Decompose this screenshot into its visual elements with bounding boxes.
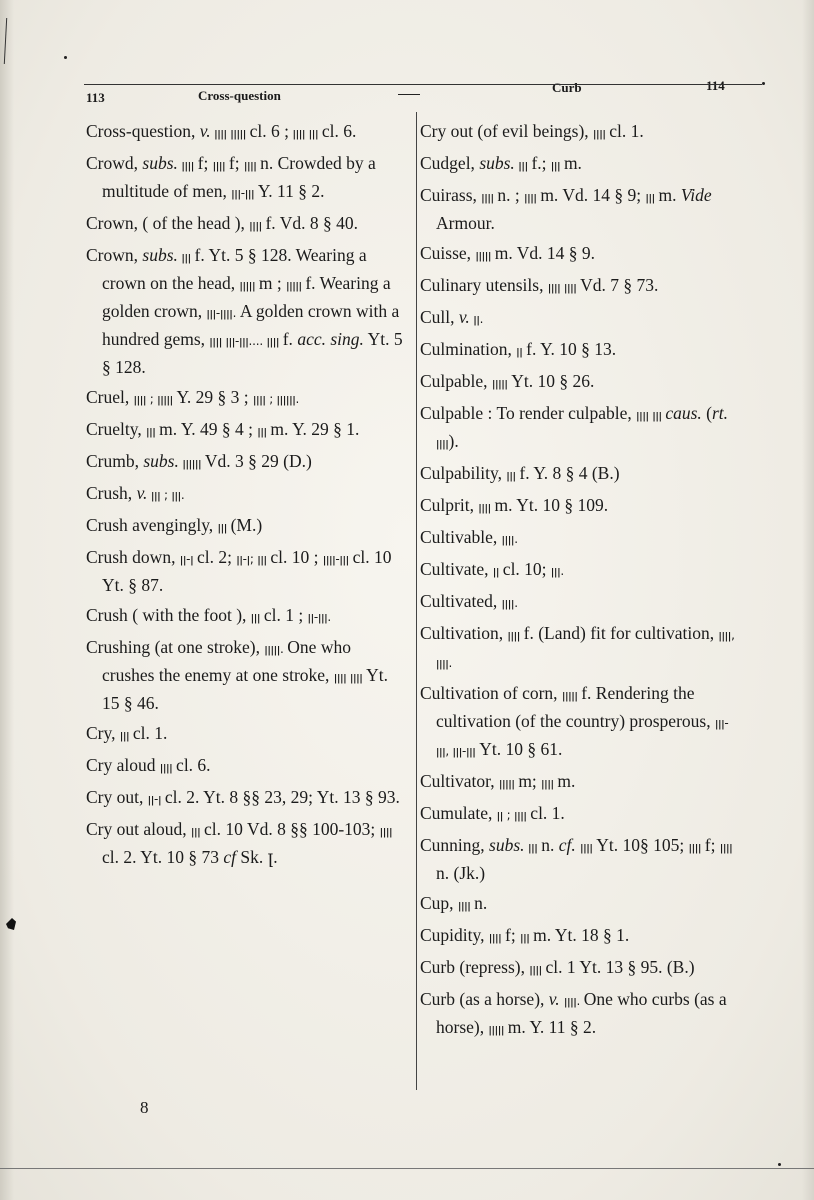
entry-text: Yt. 10 § 61. <box>479 739 563 759</box>
entry-text: n. Crowded by a multitude of men, <box>102 153 376 201</box>
dictionary-entry <box>420 922 740 950</box>
entry-text: ( of the head ), <box>142 213 250 233</box>
avestan-script: ꞁꞁꞁꞁꞁ <box>561 688 582 702</box>
entry-headword: Cup, <box>420 893 454 913</box>
entry-text: m. <box>658 185 681 205</box>
avestan-script: ꞁꞁꞁꞁ. <box>501 532 518 546</box>
signature-mark: 8 <box>140 1098 149 1117</box>
entry-headword: Cultivable, <box>420 527 498 547</box>
entry-text: m. Yt. 10 § 109. <box>494 495 609 515</box>
avestan-script: ꞁꞁ-ꞁ <box>147 792 165 806</box>
avestan-script: ꞁꞁꞁꞁ <box>529 962 546 976</box>
avestan-script: ꞁꞁꞁꞁ <box>212 158 229 172</box>
avestan-script: ꞁꞁꞁꞁ-ꞁꞁꞁ <box>322 552 353 566</box>
entry-headword: Cry aloud <box>86 755 156 775</box>
dictionary-entry <box>420 492 740 520</box>
entry-text: One who crushes the enemy at one stroke, <box>102 637 351 685</box>
avestan-script: ꞁꞁꞁ <box>257 424 271 438</box>
entry-headword: Cruelty, <box>86 419 142 439</box>
dictionary-entry <box>86 512 404 540</box>
avestan-script: ꞁꞁꞁ <box>146 424 160 438</box>
dictionary-entry <box>86 784 404 812</box>
page-right-edge <box>802 0 814 1200</box>
entry-text: Yt. 10§ 105; <box>596 835 689 855</box>
entry-text: ( with the foot ), <box>132 605 251 625</box>
dictionary-entry <box>86 210 404 238</box>
dictionary-entry <box>420 800 740 828</box>
entry-headword: Cry out, <box>86 787 144 807</box>
dictionary-entry <box>420 336 740 364</box>
abbreviation: subs. <box>142 245 178 265</box>
entry-text: f. (Land) fit for cultivation, <box>523 623 719 643</box>
dictionary-entry <box>420 182 740 236</box>
entry-headword: Crumb, <box>86 451 139 471</box>
entry-text: f; <box>197 153 213 173</box>
dictionary-entry <box>420 272 740 300</box>
avestan-script: ꞁꞁꞁ <box>250 610 264 624</box>
page-left-edge <box>0 0 14 1200</box>
entry-headword: Culpable, <box>420 371 488 391</box>
entry-headword: Curb <box>420 989 455 1009</box>
avestan-script: ꞁꞁꞁ <box>550 158 564 172</box>
dictionary-entry <box>420 768 740 796</box>
entry-text: f. Y. 8 § 4 (B.) <box>519 463 620 483</box>
avestan-script: ꞁꞁꞁ <box>520 930 534 944</box>
avestan-script: ꞁꞁꞁ <box>191 824 205 838</box>
entry-text: cl. 6. <box>321 121 357 141</box>
dictionary-entry <box>86 720 404 748</box>
entry-headword: Crown, <box>86 245 139 265</box>
dictionary-entry <box>86 816 404 870</box>
dictionary-entry <box>86 480 404 508</box>
avestan-script: ꞁꞁꞁ <box>119 728 133 742</box>
avestan-script: ꞁꞁꞁꞁ, ꞁꞁꞁꞁ. <box>436 628 735 670</box>
entry-headword: Culpable : <box>420 403 493 423</box>
entry-text: m. <box>557 771 576 791</box>
entry-text: cl. 6. <box>176 755 211 775</box>
avestan-script: ꞁꞁꞁꞁ ; ꞁꞁꞁꞁꞁ <box>133 392 177 406</box>
avestan-script: ꞁꞁ-ꞁꞁꞁ. <box>307 610 331 624</box>
entry-text: cl. 1 ; <box>263 605 308 625</box>
dictionary-entry <box>86 634 404 716</box>
avestan-script: ꞁꞁꞁ. <box>550 564 564 578</box>
left-page-number: 113 <box>86 90 105 105</box>
avestan-script: ꞁꞁꞁꞁ ꞁꞁꞁꞁꞁ <box>210 126 250 140</box>
abbreviation: v. <box>458 307 470 327</box>
avestan-script: ꞁꞁꞁꞁꞁ <box>475 248 495 262</box>
dictionary-entry <box>420 400 740 456</box>
entry-headword: Cudgel, <box>420 153 475 173</box>
entry-text: f. Vd. 8 § 40. <box>265 213 358 233</box>
entry-text: n. <box>541 835 559 855</box>
abbreviation: subs. <box>489 835 525 855</box>
entry-headword: Crush avengingly, <box>86 515 214 535</box>
speck <box>778 1163 781 1166</box>
entry-headword: Cruel, <box>86 387 130 407</box>
entry-text: ). <box>448 431 459 451</box>
avestan-script: ꞁꞁꞁꞁ. <box>564 994 584 1008</box>
abbreviation: caus. <box>665 403 702 423</box>
avestan-script: ꞁꞁ ; ꞁꞁꞁꞁ <box>496 808 531 822</box>
entry-text: m. Y. 49 § 4 ; <box>159 419 258 439</box>
avestan-script: ꞁꞁꞁ <box>524 840 542 854</box>
entry-headword: Crown, <box>86 213 139 233</box>
avestan-script: ꞁꞁꞁ <box>506 468 520 482</box>
avestan-script: ꞁꞁꞁꞁꞁ <box>491 376 512 390</box>
avestan-script: ꞁꞁꞁꞁ <box>541 776 558 790</box>
entry-headword: Crowd, <box>86 153 139 173</box>
entry-headword: Crush down, <box>86 547 176 567</box>
entry-headword: Culprit, <box>420 495 474 515</box>
avestan-script: ꞁꞁꞁ ; ꞁꞁꞁ. <box>147 488 185 502</box>
avestan-script: ꞁꞁꞁ-ꞁꞁꞁꞁ. <box>206 306 240 320</box>
abbreviation: rt. <box>712 403 729 423</box>
dictionary-entry <box>420 524 740 552</box>
dictionary-entry <box>420 240 740 268</box>
entry-headword: Cumulate, <box>420 803 493 823</box>
entry-headword: Cull, <box>420 307 455 327</box>
dictionary-entry <box>420 588 740 616</box>
entry-text: cl. 1. <box>530 803 565 823</box>
avestan-script: ꞁꞁꞁꞁ ; ꞁꞁꞁꞁꞁꞁ. <box>253 392 300 406</box>
entry-headword: Cupidity, <box>420 925 485 945</box>
entry-text: m. Vd. 14 § 9; <box>540 185 646 205</box>
dictionary-entry <box>86 118 404 146</box>
entry-text: To render culpable, <box>496 403 637 423</box>
entry-headword: Cry out aloud, <box>86 819 187 839</box>
entry-text: Vd. 7 § 73. <box>580 275 659 295</box>
left-column <box>86 118 404 874</box>
entry-text: f; <box>228 153 244 173</box>
entry-headword: Cultivate, <box>420 559 489 579</box>
abbreviation: v. <box>199 121 211 141</box>
dictionary-entry <box>86 242 404 380</box>
entry-text: f. Wearing a golden crown, <box>102 273 391 321</box>
dictionary-entry <box>420 460 740 488</box>
column-divider <box>416 112 417 1090</box>
dictionary-entry <box>86 448 404 476</box>
entry-text: cl. 1. <box>132 723 168 743</box>
entry-headword: Crush <box>86 605 128 625</box>
entry-text: f.; <box>531 153 551 173</box>
entry-headword: Cuirass, <box>420 185 477 205</box>
avestan-script: ꞁꞁꞁꞁ <box>688 840 705 854</box>
entry-text: Yt. 5 § 128. <box>102 329 403 377</box>
entry-headword: Cuisse, <box>420 243 472 263</box>
entry-text: (M.) <box>230 515 263 535</box>
entry-text: A golden crown with a hundred gems, <box>102 301 400 349</box>
avestan-script: ꞁꞁꞁꞁꞁ <box>499 776 519 790</box>
entry-text: cl. 2. Yt. 10 § 73 <box>102 847 224 867</box>
dictionary-entry <box>86 602 404 630</box>
abbreviation: cf <box>223 847 236 867</box>
entry-text: Armour. <box>436 213 495 233</box>
bottom-rule <box>0 1168 814 1169</box>
entry-text: m. Vd. 14 § 9. <box>494 243 596 263</box>
avestan-script: ꞁꞁ-ꞁ <box>179 552 197 566</box>
entry-text: cl. 6 ; <box>249 121 290 141</box>
entry-text: cl. 1 Yt. 13 § 95. (B.) <box>545 957 695 977</box>
entry-text: n. (Jk.) <box>436 863 486 883</box>
dictionary-entry <box>420 150 740 178</box>
dictionary-entry <box>420 368 740 396</box>
avestan-script: ꞁꞁꞁ-ꞁꞁꞁ, ꞁꞁꞁ-ꞁꞁꞁ <box>436 716 729 758</box>
avestan-script: ꞁꞁꞁꞁ ꞁꞁꞁꞁ <box>333 670 367 684</box>
dictionary-entry <box>420 118 740 146</box>
abbreviation: subs. <box>143 451 179 471</box>
entry-text: (at one stroke), <box>154 637 265 657</box>
avestan-script: ꞁꞁꞁꞁ <box>488 930 506 944</box>
dictionary-entry <box>420 986 740 1042</box>
entry-text: Yt. 15 § 46. <box>102 665 388 713</box>
avestan-script: ꞁꞁꞁꞁ <box>593 126 610 140</box>
left-running-title: Cross-question <box>198 88 281 103</box>
entry-headword: Cultivation, <box>420 623 504 643</box>
dictionary-entry <box>420 620 740 676</box>
avestan-script: ꞁꞁꞁꞁ <box>580 840 597 854</box>
avestan-script: ꞁꞁꞁꞁꞁꞁ <box>178 456 205 470</box>
entry-text: (repress), <box>459 957 530 977</box>
dictionary-entry <box>86 384 404 412</box>
entry-text: cl. 10 Yt. § 87. <box>102 547 392 595</box>
right-running-title: Curb <box>552 80 582 95</box>
avestan-script: ꞁꞁꞁꞁ <box>249 218 266 232</box>
entry-text: cl. 2. Yt. 8 §§ 23, 29; Yt. 13 § 93. <box>164 787 400 807</box>
entry-text: cl. 10 Vd. 8 §§ 100-103; <box>204 819 380 839</box>
entry-text: ( <box>701 403 712 423</box>
entry-headword: Cross-question, <box>86 121 196 141</box>
dictionary-entry <box>420 304 740 332</box>
entry-text: n. ; <box>497 185 525 205</box>
avestan-script: ꞁꞁꞁꞁ <box>159 760 177 774</box>
entry-headword: Curb <box>420 957 455 977</box>
avestan-script: ꞁꞁꞁ <box>645 190 659 204</box>
dictionary-entry <box>86 416 404 444</box>
dictionary-entry <box>420 556 740 584</box>
avestan-script: ꞁꞁ-ꞁ; ꞁꞁꞁ <box>236 552 271 566</box>
header-rule <box>84 84 762 85</box>
avestan-script: ꞁꞁꞁꞁ ꞁꞁꞁ <box>636 408 666 422</box>
header-dash <box>398 94 420 95</box>
dictionary-entry <box>420 680 740 764</box>
abbreviation: v. <box>136 483 148 503</box>
avestan-script: ꞁꞁꞁꞁ <box>379 824 393 838</box>
avestan-script: ꞁꞁꞁꞁ ꞁꞁꞁ-ꞁꞁꞁ.... ꞁꞁꞁꞁ <box>209 334 283 348</box>
abbreviation: subs. <box>479 153 515 173</box>
entry-headword: Culpability, <box>420 463 502 483</box>
avestan-script: ꞁꞁꞁꞁꞁ <box>239 278 259 292</box>
abbreviation: v. <box>548 989 560 1009</box>
entry-text: Sk. ꞁ. <box>236 847 278 867</box>
avestan-script: ꞁꞁ <box>492 564 503 578</box>
entry-text: Y. 29 § 3 ; <box>176 387 254 407</box>
entry-text: f; <box>505 925 521 945</box>
entry-text: m. <box>563 153 582 173</box>
entry-text: f. Rendering the cultivation (of the country) prosperous, <box>436 683 715 731</box>
avestan-script: ꞁꞁꞁꞁ ꞁꞁꞁ <box>289 126 322 140</box>
right-column <box>420 118 740 1046</box>
entry-headword: Crush, <box>86 483 133 503</box>
entry-text: cl. 1. <box>609 121 644 141</box>
abbreviation: acc. sing. <box>297 329 364 349</box>
entry-headword: Cry, <box>86 723 116 743</box>
abbreviation: cf. <box>558 835 576 855</box>
avestan-script: ꞁꞁꞁꞁꞁ <box>286 278 306 292</box>
speck <box>64 56 67 59</box>
avestan-script: ꞁꞁꞁꞁ <box>177 158 198 172</box>
entry-text: Vd. 3 § 29 (D.) <box>204 451 312 471</box>
speck <box>762 82 765 85</box>
avestan-script: ꞁꞁꞁꞁ <box>507 628 524 642</box>
avestan-script: ꞁꞁꞁꞁ. <box>501 596 518 610</box>
entry-headword: Culmination, <box>420 339 512 359</box>
avestan-script: ꞁꞁꞁꞁꞁ <box>488 1022 508 1036</box>
entry-headword: Culinary utensils, <box>420 275 544 295</box>
dictionary-entry <box>420 832 740 886</box>
entry-text: n. <box>474 893 488 913</box>
entry-text: cl. 10 ; <box>270 547 323 567</box>
entry-text: One who curbs (as a horse), <box>436 989 727 1037</box>
avestan-script: ꞁꞁꞁꞁ <box>243 158 261 172</box>
entry-text: f. <box>282 329 298 349</box>
entry-text: Y. 11 § 2. <box>257 181 325 201</box>
avestan-script: ꞁꞁꞁꞁ <box>457 898 475 912</box>
entry-text: m. Yt. 18 § 1. <box>533 925 630 945</box>
avestan-script: ꞁꞁꞁꞁꞁ. <box>264 642 288 656</box>
avestan-script: ꞁꞁꞁ <box>514 158 532 172</box>
avestan-script: ꞁꞁꞁꞁ <box>436 436 449 450</box>
entry-text: (of evil beings), <box>477 121 594 141</box>
avestan-script: ꞁꞁꞁꞁ <box>478 500 495 514</box>
entry-text: m ; <box>258 273 287 293</box>
avestan-script: ꞁꞁ <box>516 344 527 358</box>
avestan-script: ꞁꞁꞁꞁ <box>481 190 498 204</box>
avestan-script: ꞁꞁ. <box>469 312 484 326</box>
abbreviation: Vide <box>680 185 712 205</box>
entry-text: f. Yt. 5 § 128. Wearing a crown on the head, <box>102 245 367 293</box>
entry-text: f. Y. 10 § 13. <box>526 339 617 359</box>
entry-text: f; <box>704 835 720 855</box>
entry-text: m. Y. 11 § 2. <box>507 1017 597 1037</box>
entry-headword: Cultivated, <box>420 591 498 611</box>
entry-text: m; <box>518 771 542 791</box>
dictionary-entry <box>420 954 740 982</box>
entry-headword: Cunning, <box>420 835 485 855</box>
dictionary-entry <box>86 150 404 206</box>
dictionary-entry <box>86 544 404 598</box>
dictionary-entry <box>420 890 740 918</box>
abbreviation: subs. <box>142 153 178 173</box>
avestan-script: ꞁꞁꞁꞁ <box>524 190 541 204</box>
entry-text: cl. 2; <box>196 547 237 567</box>
entry-headword: Cultivation of corn, <box>420 683 558 703</box>
avestan-script: ꞁꞁꞁ-ꞁꞁꞁ <box>231 186 258 200</box>
avestan-script: ꞁꞁꞁꞁ <box>719 840 733 854</box>
dictionary-entry <box>86 752 404 780</box>
avestan-script: ꞁꞁꞁꞁ ꞁꞁꞁꞁ <box>547 280 581 294</box>
avestan-script: ꞁꞁꞁ <box>217 520 231 534</box>
entry-text: m. Y. 29 § 1. <box>270 419 360 439</box>
right-page-number: 114 <box>706 78 725 93</box>
entry-text: (as a horse), <box>459 989 549 1009</box>
entry-headword: Crushing <box>86 637 151 657</box>
entry-headword: Cry out <box>420 121 473 141</box>
entry-headword: Cultivator, <box>420 771 495 791</box>
entry-text: Yt. 10 § 26. <box>511 371 595 391</box>
entry-text: cl. 10; <box>502 559 551 579</box>
avestan-script: ꞁꞁꞁ <box>177 250 195 264</box>
